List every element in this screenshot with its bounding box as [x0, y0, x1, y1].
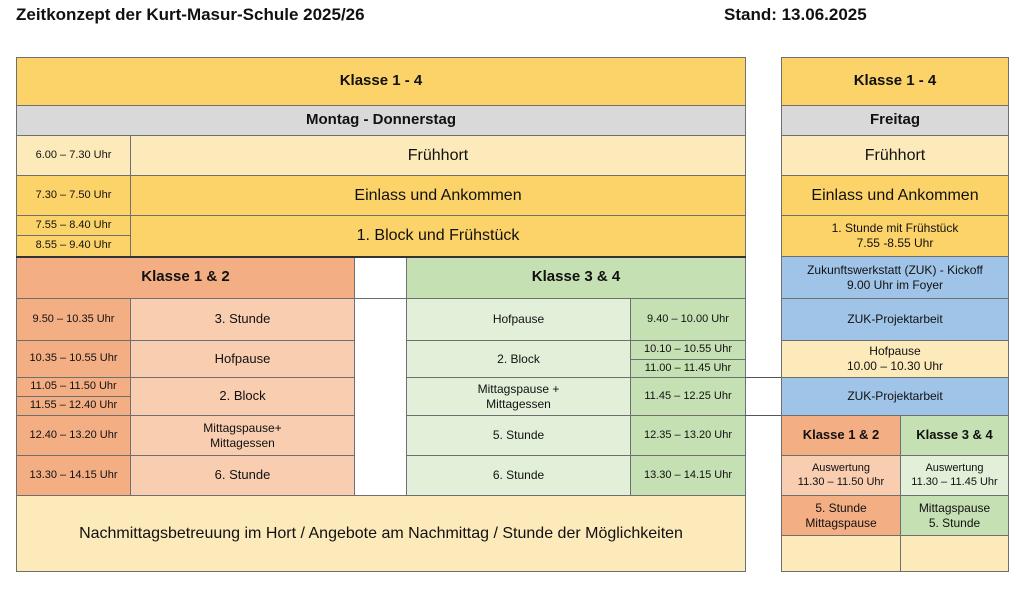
label-einlass: Einlass und Ankommen [130, 175, 746, 216]
k12-time-row3b: 11.55 – 12.40 Uhr [16, 396, 131, 416]
right-k34-auswertung: Auswertung 11.30 – 11.45 Uhr [900, 455, 1009, 496]
section-divider [16, 256, 746, 258]
label-block1: 1. Block und Frühstück [130, 215, 746, 257]
time-block1-a: 7.55 – 8.40 Uhr [16, 215, 131, 236]
k12-label-row1: 3. Stunde [130, 298, 355, 341]
stand-date: Stand: 13.06.2025 [724, 5, 867, 24]
right-k12-empty [781, 535, 901, 572]
k34-label-row3: Mittagspause + Mittagessen [406, 377, 631, 416]
time-block1-b: 8.55 – 9.40 Uhr [16, 235, 131, 257]
k34-time-row1: 9.40 – 10.00 Uhr [630, 298, 746, 341]
right-k12-auswertung: Auswertung 11.30 – 11.50 Uhr [781, 455, 901, 496]
connector-line-1 [745, 377, 782, 378]
right-einlass: Einlass und Ankommen [781, 175, 1009, 216]
k34-label-row4: 5. Stunde [406, 415, 631, 456]
time-einlass: 7.30 – 7.50 Uhr [16, 175, 131, 216]
right-k12-header: Klasse 1 & 2 [781, 415, 901, 456]
k12-label-row3: 2. Block [130, 377, 355, 416]
k34-label-row2: 2. Block [406, 340, 631, 378]
k34-time-row2a: 10.10 – 10.55 Uhr [630, 340, 746, 360]
connector-line-2 [745, 415, 782, 416]
k34-time-row5: 13.30 – 14.15 Uhr [630, 455, 746, 496]
right-fruehhort: Frühhort [781, 135, 1009, 176]
k12-header: Klasse 1 & 2 [16, 256, 355, 299]
gap-column [354, 298, 407, 496]
left-days-header: Montag - Donnerstag [16, 105, 746, 136]
left-header-klasse-1-4: Klasse 1 - 4 [16, 57, 746, 106]
right-zuk-projektarbeit-1: ZUK-Projektarbeit [781, 298, 1009, 341]
time-fruehhort: 6.00 – 7.30 Uhr [16, 135, 131, 176]
document-title: Zeitkonzept der Kurt-Masur-Schule 2025/26 [16, 5, 365, 24]
k34-time-row4: 12.35 – 13.20 Uhr [630, 415, 746, 456]
k12-label-row4: Mittagspause+ Mittagessen [130, 415, 355, 456]
afternoon-care: Nachmittagsbetreuung im Hort / Angebote am Nachmittag / Stunde der Möglichkeiten [16, 495, 746, 572]
right-header-klasse-1-4: Klasse 1 - 4 [781, 57, 1009, 106]
k12-time-row2: 10.35 – 10.55 Uhr [16, 340, 131, 378]
right-k34-header: Klasse 3 & 4 [900, 415, 1009, 456]
k34-label-row1: Hofpause [406, 298, 631, 341]
k12-label-row5: 6. Stunde [130, 455, 355, 496]
right-k34-mittagspause: Mittagspause 5. Stunde [900, 495, 1009, 536]
right-k34-empty [900, 535, 1009, 572]
k34-label-row5: 6. Stunde [406, 455, 631, 496]
k34-time-row3: 11.45 – 12.25 Uhr [630, 377, 746, 416]
right-hofpause: Hofpause 10.00 – 10.30 Uhr [781, 340, 1009, 378]
k12-time-row1: 9.50 – 10.35 Uhr [16, 298, 131, 341]
k34-time-row2b: 11.00 – 11.45 Uhr [630, 359, 746, 378]
right-k12-5-stunde: 5. Stunde Mittagspause [781, 495, 901, 536]
k12-time-row5: 13.30 – 14.15 Uhr [16, 455, 131, 496]
k34-header: Klasse 3 & 4 [406, 256, 746, 299]
k12-time-row3a: 11.05 – 11.50 Uhr [16, 377, 131, 397]
right-first-lesson: 1. Stunde mit Frühstück 7.55 -8.55 Uhr [781, 215, 1009, 257]
right-days-header: Freitag [781, 105, 1009, 136]
right-zuk-kickoff: Zukunftswerkstatt (ZUK) - Kickoff 9.00 Uhr im Foyer [781, 256, 1009, 299]
right-zuk-projektarbeit-2: ZUK-Projektarbeit [781, 377, 1009, 416]
gap-cell [354, 256, 407, 299]
k12-label-row2: Hofpause [130, 340, 355, 378]
k12-time-row4: 12.40 – 13.20 Uhr [16, 415, 131, 456]
label-fruehhort: Frühhort [130, 135, 746, 176]
